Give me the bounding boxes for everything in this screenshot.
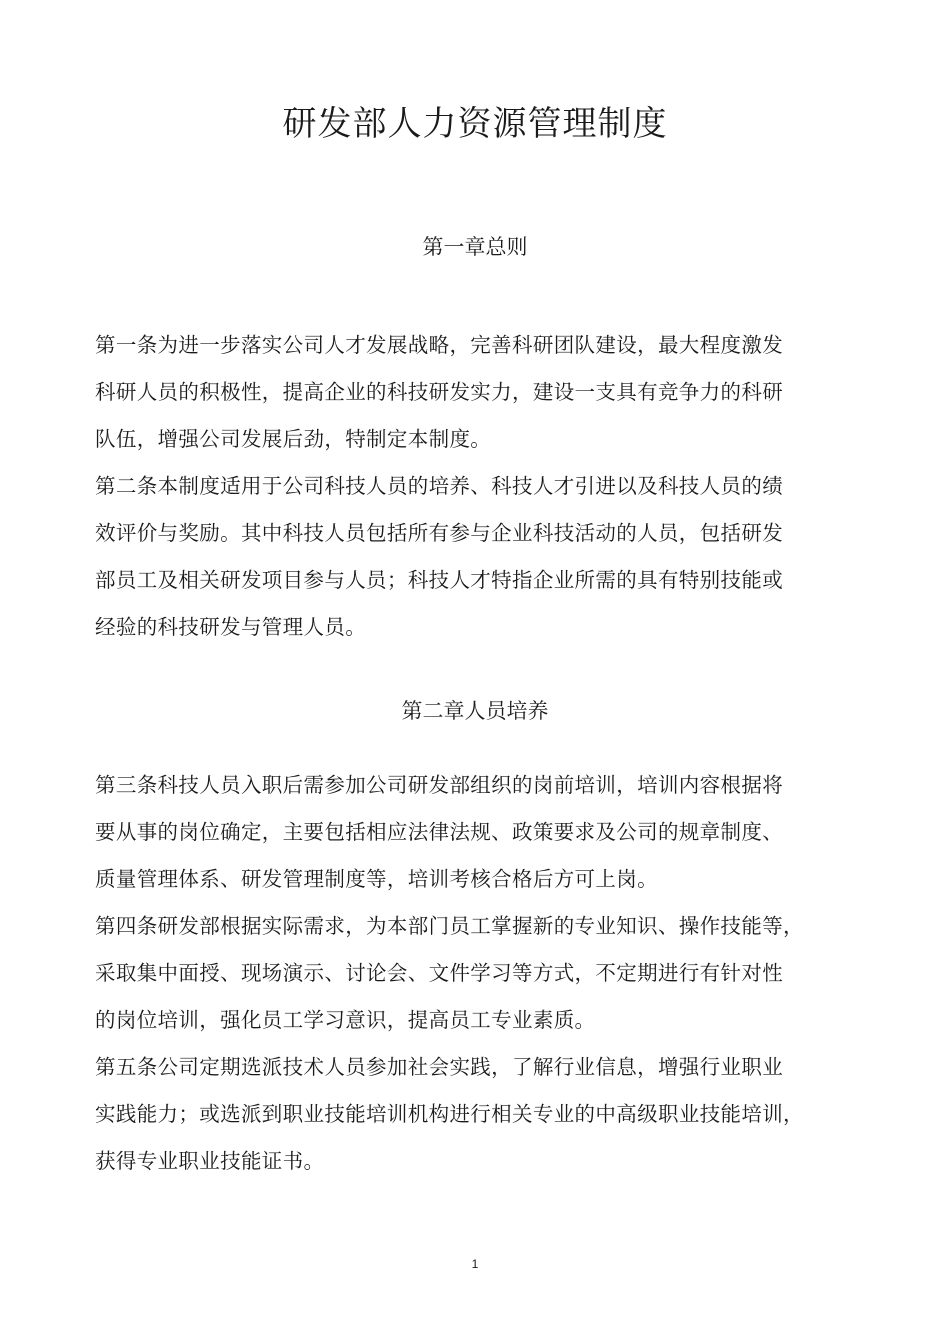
chapter-2-heading: 第二章人员培养 xyxy=(401,699,549,723)
chapter-2-line: 第三条科技人员入职后需参加公司研发部组织的岗前培训，培训内容根据将 xyxy=(95,773,784,797)
chapter-2-line: 的岗位培训，强化员工学习意识，提高员工专业素质。 xyxy=(95,1008,596,1032)
chapter-1-line: 经验的科技研发与管理人员。 xyxy=(95,615,367,639)
chapter-2-line: 第五条公司定期选派技术人员参加社会实践，了解行业信息，增强行业职业 xyxy=(95,1055,784,1079)
chapter-2-body xyxy=(95,762,865,1185)
document-title: 研发部人力资源管理制度 xyxy=(282,104,668,144)
chapter-1-line: 第一条为进一步落实公司人才发展战略，完善科研团队建设，最大程度激发 xyxy=(95,333,784,357)
chapter-2-line: 采取集中面授、现场演示、讨论会、文件学习等方式，不定期进行有针对性 xyxy=(95,961,784,985)
chapter-1-body xyxy=(95,322,865,651)
chapter-2-line: 质量管理体系、研发管理制度等，培训考核合格后方可上岗。 xyxy=(95,867,658,891)
page-number: 1 xyxy=(471,1257,479,1271)
chapter-1-line: 队伍，增强公司发展后劲，特制定本制度。 xyxy=(95,427,492,451)
chapter-1-line: 第二条本制度适用于公司科技人员的培养、科技人才引进以及科技人员的绩 xyxy=(95,474,784,498)
chapter-2-line: 获得专业职业技能证书。 xyxy=(95,1149,325,1173)
chapter-2-line: 要从事的岗位确定，主要包括相应法律法规、政策要求及公司的规章制度、 xyxy=(95,820,784,844)
chapter-2-line: 第四条研发部根据实际需求，为本部门员工掌握新的专业知识、操作技能等， xyxy=(95,914,804,938)
chapter-1-heading: 第一章总则 xyxy=(422,235,528,259)
chapter-1-line: 科研人员的积极性，提高企业的科技研发实力，建设一支具有竞争力的科研 xyxy=(95,380,784,404)
chapter-1-line: 部员工及相关研发项目参与人员；科技人才特指企业所需的具有特别技能或 xyxy=(95,568,784,592)
chapter-1-line: 效评价与奖励。其中科技人员包括所有参与企业科技活动的人员，包括研发 xyxy=(95,521,784,545)
chapter-2-line: 实践能力；或选派到职业技能培训机构进行相关专业的中高级职业技能培训， xyxy=(95,1102,804,1126)
